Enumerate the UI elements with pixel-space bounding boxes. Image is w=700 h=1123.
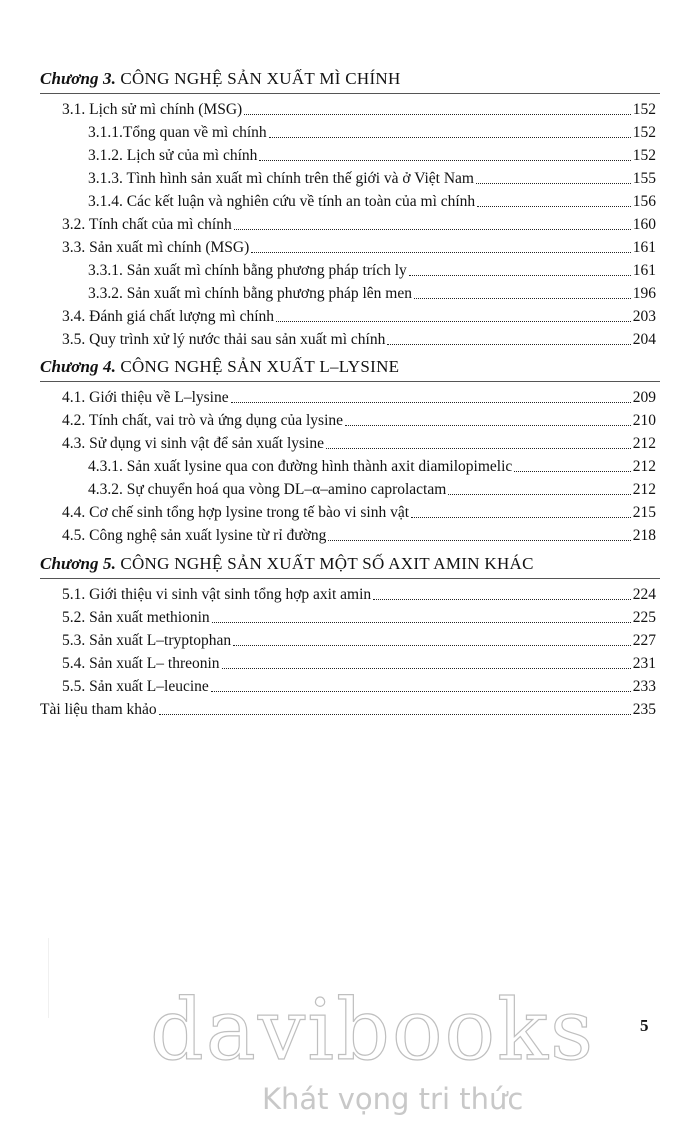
toc-entry[interactable] xyxy=(88,453,656,476)
leader-dots xyxy=(233,644,631,646)
toc-entry-title: Tài liệu tham khảo xyxy=(40,701,157,718)
toc-entry[interactable] xyxy=(88,142,656,165)
chapter-4-label: Chương 4. xyxy=(40,357,116,376)
chapter-4-title: CÔNG NGHỆ SẢN XUẤT L–LYSINE xyxy=(120,357,400,376)
toc-entry-page: 155 xyxy=(632,170,656,187)
chapter-5-label: Chương 5. xyxy=(40,554,116,573)
toc-entry-page: 203 xyxy=(632,308,656,325)
toc-entry-title: 4.5. Công nghệ sản xuất lysine từ rỉ đường xyxy=(62,527,327,544)
toc-entry-page: 227 xyxy=(632,632,656,649)
leader-dots xyxy=(345,424,631,426)
toc-entry-title: 3.1.1.Tổng quan về mì chính xyxy=(88,124,267,141)
leader-dots xyxy=(234,228,631,230)
watermark-brand: davibooks xyxy=(150,981,596,1079)
toc-entry[interactable] xyxy=(88,165,656,188)
leader-dots xyxy=(448,493,630,495)
toc-entry[interactable] xyxy=(88,280,656,303)
toc-entry[interactable] xyxy=(88,188,656,211)
toc-entry-page: 152 xyxy=(632,124,656,141)
toc-entry[interactable] xyxy=(62,673,656,696)
chapter-5-rule xyxy=(40,578,660,579)
toc-entry-page: 210 xyxy=(632,412,656,429)
toc-entry[interactable] xyxy=(62,234,656,257)
chapter-3-heading xyxy=(40,69,660,93)
toc-entry-title: 5.2. Sản xuất methionin xyxy=(62,609,210,626)
toc-entry[interactable] xyxy=(62,650,656,673)
leader-dots xyxy=(212,621,631,623)
toc-entry-page: 215 xyxy=(632,504,656,521)
leader-dots xyxy=(414,297,631,299)
toc-entry-title: 4.4. Cơ chế sinh tổng hợp lysine trong tế bào vi sinh vật xyxy=(62,504,410,521)
leader-dots xyxy=(514,470,630,472)
toc-entry-title: 3.2. Tính chất của mì chính xyxy=(62,216,232,233)
leader-dots xyxy=(231,401,631,403)
toc-entry-title: 3.3.1. Sản xuất mì chính bằng phương pháp trích ly xyxy=(88,262,407,279)
toc-entry[interactable] xyxy=(62,96,656,119)
toc-entry-page: 196 xyxy=(632,285,656,302)
toc-entry[interactable] xyxy=(62,627,656,650)
toc-entry-page: 224 xyxy=(632,586,656,603)
toc-entry-title: 5.3. Sản xuất L–tryptophan xyxy=(62,632,232,649)
toc-entry-page: 212 xyxy=(632,481,656,498)
toc-entry[interactable] xyxy=(62,499,656,522)
leader-dots xyxy=(411,516,631,518)
toc-entry-title: 5.5. Sản xuất L–leucine xyxy=(62,678,209,695)
leader-dots xyxy=(259,159,630,161)
chapter-3-label: Chương 3. xyxy=(40,69,116,88)
toc-entry-title: 4.1. Giới thiệu về L–lysine xyxy=(62,389,229,406)
toc-entry[interactable] xyxy=(62,211,656,234)
toc-entry-page: 156 xyxy=(632,193,656,210)
leader-dots xyxy=(211,690,631,692)
toc-entry-page: 152 xyxy=(632,147,656,164)
chapter-5-heading xyxy=(40,554,660,578)
leader-dots xyxy=(276,320,631,322)
toc-entry[interactable] xyxy=(62,303,656,326)
toc-entry-page: 209 xyxy=(632,389,656,406)
toc-entry[interactable] xyxy=(62,604,656,627)
toc-entry-page: 231 xyxy=(632,655,656,672)
toc-entry-title: 3.5. Quy trình xử lý nước thải sau sản xuất mì chính xyxy=(62,331,386,348)
toc-entry-title: 3.3.2. Sản xuất mì chính bằng phương pháp lên men xyxy=(88,285,412,302)
toc-entry[interactable] xyxy=(88,476,656,499)
leader-dots xyxy=(222,667,631,669)
toc-entry-page: 235 xyxy=(632,701,656,718)
toc-entry-page: 212 xyxy=(632,458,656,475)
toc-entry[interactable] xyxy=(62,581,656,604)
leader-dots xyxy=(251,251,630,253)
chapter-3-title: CÔNG NGHỆ SẢN XUẤT MÌ CHÍNH xyxy=(120,69,401,88)
toc-entry-page: 218 xyxy=(632,527,656,544)
toc-entry-page: 233 xyxy=(632,678,656,695)
toc-entry[interactable] xyxy=(62,522,656,545)
toc-entry-title: 3.4. Đánh giá chất lượng mì chính xyxy=(62,308,275,325)
leader-dots xyxy=(159,713,631,715)
toc-entry[interactable] xyxy=(62,384,656,407)
toc-entry-title: 3.1. Lịch sử mì chính (MSG) xyxy=(62,101,243,118)
toc-entry-page: 160 xyxy=(632,216,656,233)
toc-entry-page: 225 xyxy=(632,609,656,626)
page-number: 5 xyxy=(640,1016,649,1035)
leader-dots xyxy=(326,447,631,449)
leader-dots xyxy=(477,205,631,207)
leader-dots xyxy=(476,182,631,184)
toc-entry[interactable] xyxy=(62,326,656,349)
leader-dots xyxy=(269,136,631,138)
toc-entry-title: 4.3. Sử dụng vi sinh vật để sản xuất lysine xyxy=(62,435,324,452)
chapter-5-title: CÔNG NGHỆ SẢN XUẤT MỘT SỐ AXIT AMIN KHÁC xyxy=(120,554,534,573)
leader-dots xyxy=(244,113,631,115)
toc-entry-references[interactable] xyxy=(40,696,656,719)
toc-entry[interactable] xyxy=(62,430,656,453)
toc-entry-title: 4.3.1. Sản xuất lysine qua con đường hình thành axit diamilopimelic xyxy=(88,458,513,475)
chapter-3-rule xyxy=(40,93,660,94)
toc-entry-page: 204 xyxy=(632,331,656,348)
watermark-tagline: Khát vọng tri thức xyxy=(262,1082,524,1116)
toc-entry[interactable] xyxy=(88,257,656,280)
toc-entry-title: 4.3.2. Sự chuyển hoá qua vòng DL–α–amino caprolactam xyxy=(88,481,447,498)
toc-entry-title: 3.3. Sản xuất mì chính (MSG) xyxy=(62,239,250,256)
chapter-4-heading xyxy=(40,357,660,381)
toc-entry-page: 212 xyxy=(632,435,656,452)
chapter-4-rule xyxy=(40,381,660,382)
toc-entry-title: 4.2. Tính chất, vai trò và ứng dụng của lysine xyxy=(62,412,344,429)
toc-entry-title: 3.1.3. Tình hình sản xuất mì chính trên thế giới và ở Việt Nam xyxy=(88,170,474,187)
toc-entry-title: 3.1.4. Các kết luận và nghiên cứu về tính an toàn của mì chính xyxy=(88,193,476,210)
leader-dots xyxy=(373,598,631,600)
toc-entry[interactable] xyxy=(88,119,656,142)
toc-entry-page: 161 xyxy=(632,262,656,279)
toc-entry-title: 3.1.2. Lịch sử của mì chính xyxy=(88,147,258,164)
toc-entry-title: 5.4. Sản xuất L– threonin xyxy=(62,655,220,672)
leader-dots xyxy=(328,539,630,541)
toc-entry-page: 152 xyxy=(632,101,656,118)
toc-entry-title: 5.1. Giới thiệu vi sinh vật sinh tổng hợp axit amin xyxy=(62,586,372,603)
leader-dots xyxy=(409,274,631,276)
toc-entry[interactable] xyxy=(62,407,656,430)
leader-dots xyxy=(387,343,630,345)
margin-mark xyxy=(48,938,49,1018)
toc-entry-page: 161 xyxy=(632,239,656,256)
